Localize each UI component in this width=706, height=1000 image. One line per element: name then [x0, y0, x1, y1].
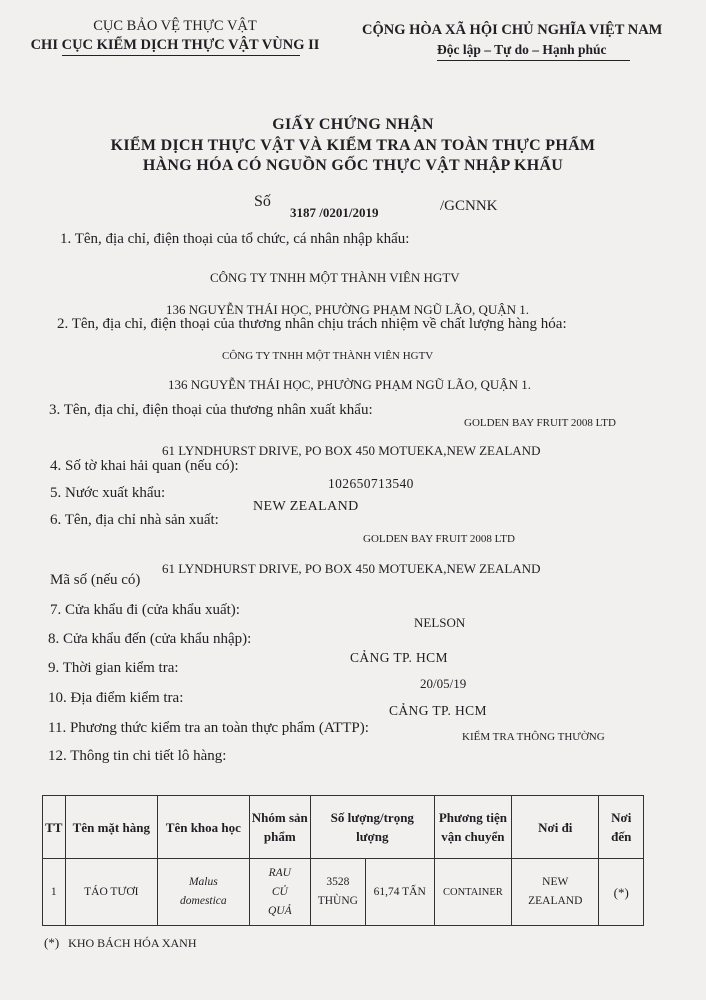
col-destination: Nơi đến: [599, 796, 644, 859]
producer-address: 61 LYNDHURST DRIVE, PO BOX 450 MOTUEKA,NEW ZEALAND: [162, 561, 541, 576]
producer-name: GOLDEN BAY FRUIT 2008 LTD: [363, 533, 515, 545]
item8-label: 8. Cửa khẩu đến (cửa khẩu nhập):: [48, 631, 252, 647]
col-item-name: Tên mặt hàng: [65, 796, 157, 859]
doc-title-line1: GIẤY CHỨNG NHẬN: [272, 116, 434, 133]
inspection-method: KIỂM TRA THÔNG THƯỜNG: [462, 731, 605, 743]
item12-label: 12. Thông tin chi tiết lô hàng:: [48, 748, 227, 764]
row-origin: NEW ZEALAND: [512, 859, 599, 926]
doc-title-line3: HÀNG HÓA CÓ NGUỒN GỐC THỰC VẬT NHẬP KHẨU: [142, 157, 564, 174]
row-weight: 61,74 TẤN: [365, 859, 434, 926]
departure-port: NELSON: [414, 615, 466, 630]
item10-label: 10. Địa điểm kiểm tra:: [48, 690, 184, 706]
exporter-address: 61 LYNDHURST DRIVE, PO BOX 450 MOTUEKA,NEW ZEALAND: [162, 443, 541, 458]
table-header-row: [43, 796, 644, 859]
motto-underline: [437, 60, 630, 61]
number-suffix: /GCNNK: [440, 198, 498, 214]
certificate-number: 3187 /0201/2019: [290, 205, 379, 220]
agency-underline: [62, 55, 300, 56]
row-scientific-name: Malus domestica: [158, 859, 250, 926]
inspection-date: 20/05/19: [420, 676, 467, 691]
customs-declaration-number: 102650713540: [328, 476, 414, 491]
sub-agency-name: CHI CỤC KIỂM DỊCH THỰC VẬT VÙNG II: [30, 37, 320, 53]
motto: Độc lập – Tự do – Hạnh phúc: [437, 42, 607, 57]
item11-label: 11. Phương thức kiểm tra an toàn thực phẩm (ATTP):: [48, 720, 369, 736]
item6-label: 6. Tên, địa chỉ nhà sản xuất:: [50, 512, 219, 528]
footnote: [44, 935, 197, 951]
item5-label: 5. Nước xuất khẩu:: [50, 485, 166, 501]
col-scientific-name: Tên khoa học: [158, 796, 250, 859]
col-origin: Nơi đi: [512, 796, 599, 859]
col-product-group: Nhóm sản phẩm: [249, 796, 310, 859]
importer-name: CÔNG TY TNHH MỘT THÀNH VIÊN HGTV: [210, 270, 460, 285]
row-destination: (*): [599, 859, 644, 926]
item3-label: 3. Tên, địa chỉ, điện thoại của thương nhân xuất khẩu:: [49, 402, 373, 418]
row-quantity: 3528 THÙNG: [310, 859, 365, 926]
item2-label: 2. Tên, địa chỉ, điện thoại của thương nhân chịu trách nhiệm về chất lượng hàng hóa:: [57, 316, 567, 332]
inspection-location: CẢNG TP. HCM: [389, 703, 487, 718]
item9-label: 9. Thời gian kiểm tra:: [48, 660, 179, 676]
shipment-table: [42, 795, 644, 926]
nation-title: CỘNG HÒA XÃ HỘI CHỦ NGHĨA VIỆT NAM: [362, 22, 663, 38]
row-tt: 1: [43, 859, 66, 926]
quality-merchant-address: 136 NGUYỄN THÁI HỌC, PHƯỜNG PHẠM NGŨ LÃO, QUẬN 1.: [168, 377, 532, 392]
number-label: Số: [254, 193, 271, 210]
item7-label: 7. Cửa khẩu đi (cửa khẩu xuất):: [50, 602, 240, 618]
importer-address: 136 NGUYỄN THÁI HỌC, PHƯỜNG PHẠM NGŨ LÃO, QUẬN 1.: [166, 302, 530, 317]
exporter-name: GOLDEN BAY FRUIT 2008 LTD: [464, 417, 616, 429]
item1-label: 1. Tên, địa chỉ, điện thoại của tổ chức, cá nhân nhập khẩu:: [60, 231, 410, 247]
col-quantity: Số lượng/trọng lượng: [310, 796, 434, 859]
quality-merchant-name: CÔNG TY TNHH MỘT THÀNH VIÊN HGTV: [222, 350, 434, 362]
footnote-text: KHO BÁCH HÓA XANH: [68, 936, 197, 950]
code-label: Mã số (nếu có): [50, 572, 141, 588]
row-product-group: RAU CỦ QUẢ: [249, 859, 310, 926]
row-item-name: TÁO TƯƠI: [65, 859, 157, 926]
arrival-port: CẢNG TP. HCM: [350, 650, 448, 665]
table-row: [43, 859, 644, 926]
row-transport: CONTAINER: [434, 859, 511, 926]
export-country: NEW ZEALAND: [253, 499, 359, 514]
col-tt: TT: [43, 796, 66, 859]
footnote-mark: (*): [44, 935, 60, 950]
item4-label: 4. Số tờ khai hải quan (nếu có):: [50, 458, 239, 474]
doc-title-line2: KIỂM DỊCH THỰC VẬT VÀ KIỂM TRA AN TOÀN THỰC PHẨM: [110, 137, 596, 154]
agency-name: CỤC BẢO VỆ THỰC VẬT: [93, 18, 257, 34]
col-transport: Phương tiện vận chuyển: [434, 796, 511, 859]
